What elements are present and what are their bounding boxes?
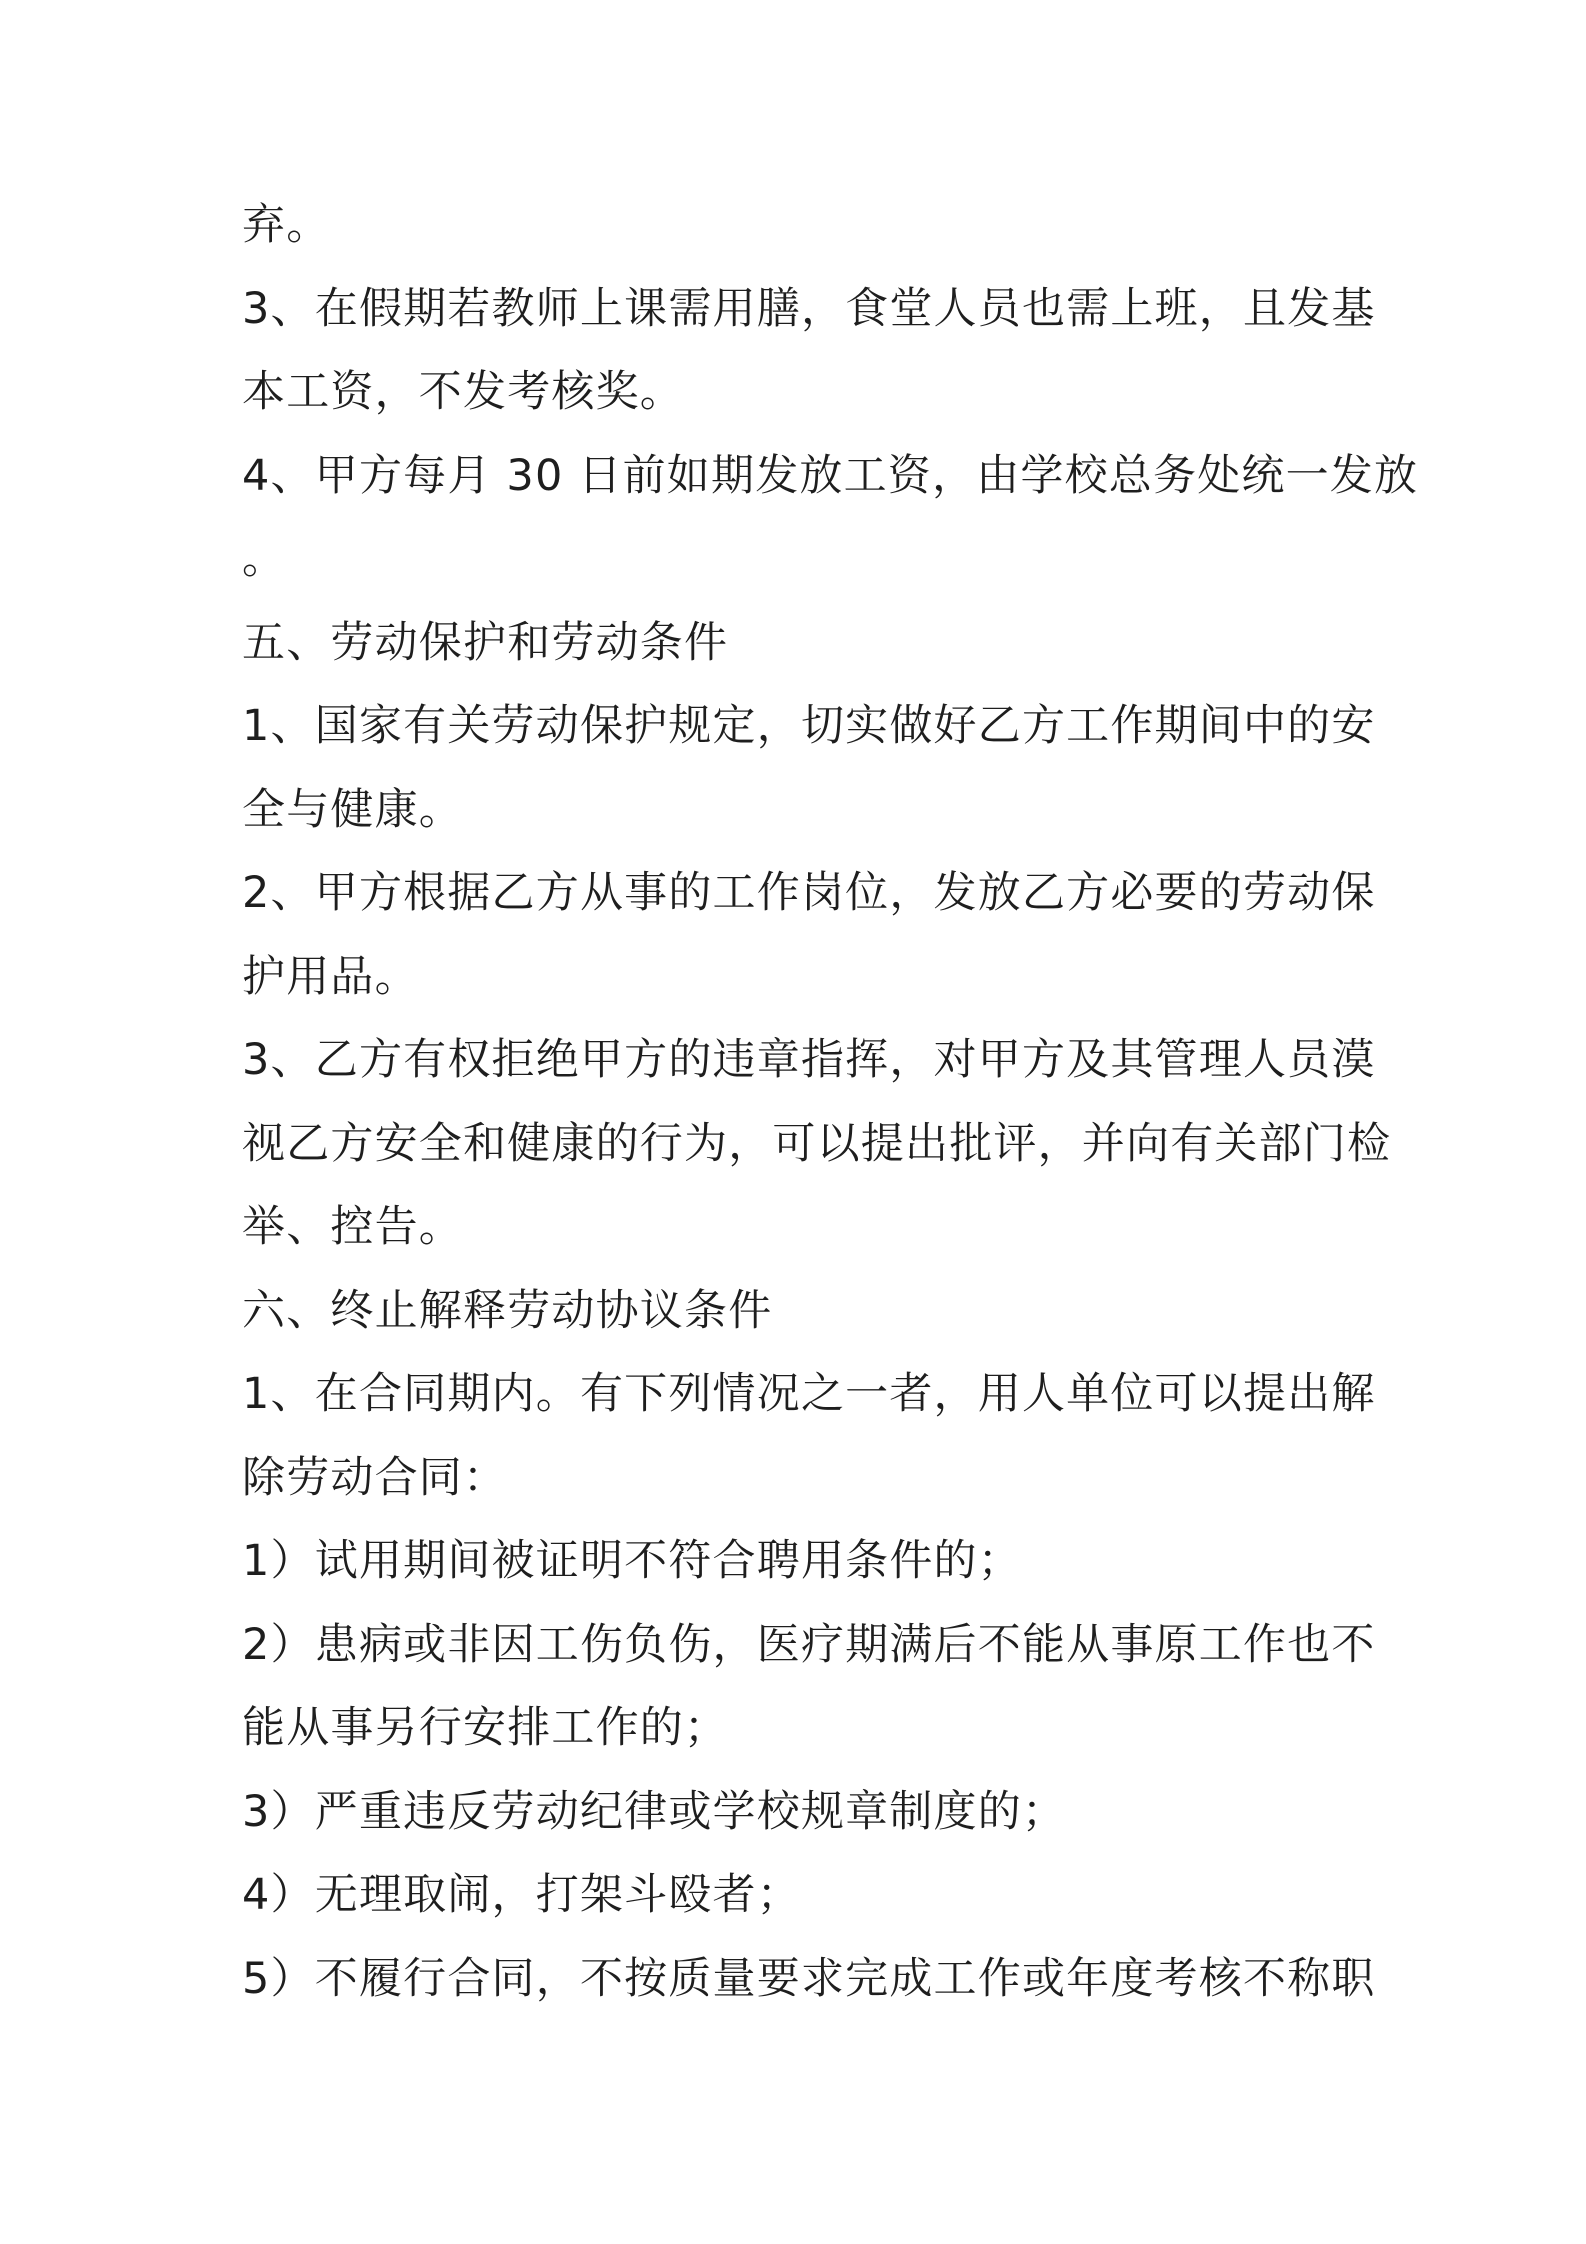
text-line: 除劳动合同： — [242, 1452, 508, 1503]
list-item: 5）不履行合同，不按质量要求完成工作或年度考核不称职 — [242, 1953, 1376, 2004]
list-item: 3）严重违反劳动纪律或学校规章制度的； — [242, 1786, 1067, 1837]
text-line: 能从事另行安排工作的； — [242, 1703, 729, 1753]
text-line: 3、乙方有权拒绝甲方的违章指挥，对甲方及其管理人员漠 — [242, 1035, 1376, 1085]
text-line: 1、在合同期内。有下列情况之一者，用人单位可以提出解 — [242, 1369, 1376, 1419]
text-line: 4、甲方每月 30 日前如期发放工资，由学校总务处统一发放 — [242, 450, 1419, 501]
text-line: 3、在假期若教师上课需用膳，食堂人员也需上班，且发基 — [242, 283, 1376, 334]
text-line: 弃。 — [242, 200, 331, 250]
document-body — [242, 184, 1419, 2021]
list-item: 1）试用期间被证明不符合聘用条件的； — [242, 1536, 1022, 1586]
text-line: 2、甲方根据乙方从事的工作岗位，发放乙方必要的劳动保 — [242, 868, 1376, 918]
text-line: 。 — [242, 534, 287, 584]
text-line: 视乙方安全和健康的行为，可以提出批评，并向有关部门检 — [242, 1118, 1392, 1169]
text-line: 举、控告。 — [242, 1202, 463, 1252]
text-line: 护用品。 — [242, 951, 419, 1002]
section-heading: 六、终止解释劳动协议条件 — [242, 1285, 773, 1336]
text-line: 全与健康。 — [242, 784, 463, 835]
list-item: 2）患病或非因工伤负伤，医疗期满后不能从事原工作也不 — [242, 1619, 1376, 1670]
text-line: 1、国家有关劳动保护规定，切实做好乙方工作期间中的安 — [242, 701, 1376, 751]
text-line: 本工资，不发考核奖。 — [242, 367, 684, 417]
section-heading: 五、劳动保护和劳动条件 — [242, 617, 729, 668]
list-item: 4）无理取闹，打架斗殴者； — [242, 1870, 801, 1920]
